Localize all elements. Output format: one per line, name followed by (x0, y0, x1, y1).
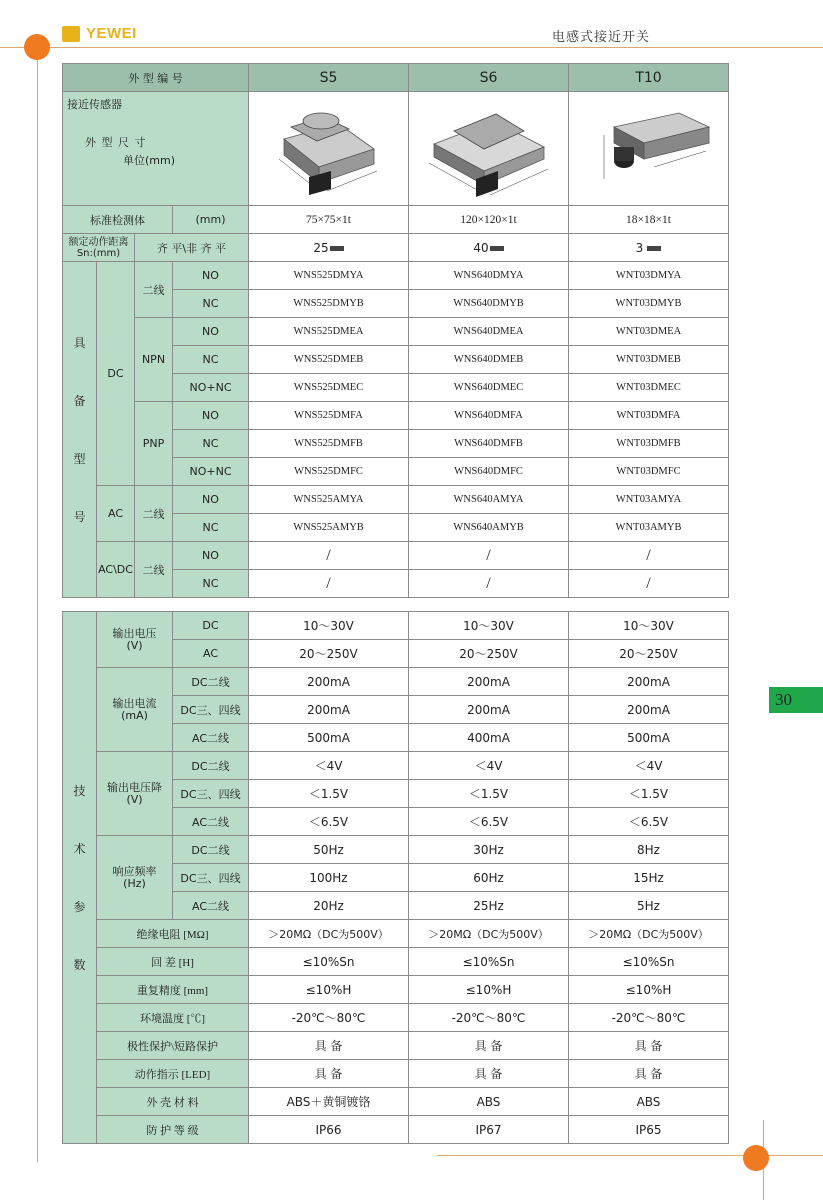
output-type: NC (173, 514, 249, 542)
flush-mount-icon (330, 246, 344, 251)
dist-number: 25 (313, 240, 329, 255)
dist-value-s6 (409, 234, 569, 262)
model-s6: / (409, 542, 569, 570)
brand-logo-icon (62, 26, 80, 42)
drop-sub: DC三、四线 (173, 780, 249, 808)
freq-sub: AC二线 (173, 892, 249, 920)
misc-label: 回 差 [H] (97, 948, 249, 976)
side-char: 参 (73, 899, 86, 914)
current-sub: DC三、四线 (173, 696, 249, 724)
model-s6: WNS640DMFB (409, 430, 569, 458)
model-s5: WNS525DMYB (249, 290, 409, 318)
voltage-label: 输出电压 (112, 626, 157, 640)
freq-s6: 30Hz (409, 836, 569, 864)
model-s5: WNS525DMEB (249, 346, 409, 374)
side-char: 术 (73, 841, 86, 856)
freq-s5: 100Hz (249, 864, 409, 892)
misc-s5: 具 备 (249, 1032, 409, 1060)
s5-dimension-drawing (249, 92, 409, 206)
model-t10: WNT03DMFB (569, 430, 729, 458)
left-margin-line (37, 47, 38, 1162)
drop-label: 输出电压降 (107, 780, 162, 794)
model-s6: WNS640DMEC (409, 374, 569, 402)
freq-t10: 15Hz (569, 864, 729, 892)
model-s5: WNS525AMYA (249, 486, 409, 514)
tech-table (62, 611, 729, 1144)
s5-sensor-icon (269, 99, 389, 199)
drop-t10: ＜1.5V (569, 780, 729, 808)
output-type: NC (173, 290, 249, 318)
brand-logo-text: YEWEI (86, 25, 137, 42)
voltage-unit: (V) (126, 638, 143, 652)
dims-label: 外 型 尺 寸 (85, 136, 147, 149)
output-type: NO (173, 486, 249, 514)
misc-s6: 具 备 (409, 1032, 569, 1060)
drop-label-cell (97, 752, 173, 836)
side-char: 数 (73, 957, 86, 972)
misc-t10: 具 备 (569, 1060, 729, 1088)
ac-two-wire-label: 二线 (135, 486, 173, 542)
current-unit: (mA) (121, 708, 148, 722)
current-s6: 400mA (409, 724, 569, 752)
voltage-s5: 20～250V (249, 640, 409, 668)
current-s5: 200mA (249, 668, 409, 696)
model-t10: WNT03DMFC (569, 458, 729, 486)
output-type: NO+NC (173, 374, 249, 402)
dist-unit: Sn:(mm) (76, 247, 121, 259)
model-s5: WNS525DMEA (249, 318, 409, 346)
model-t10: WNT03DMEC (569, 374, 729, 402)
output-type: NC (173, 570, 249, 598)
current-t10: 200mA (569, 696, 729, 724)
flush-mount-icon (647, 246, 661, 251)
s6-dimension-drawing (409, 92, 569, 206)
dc-label: DC (97, 262, 135, 486)
freq-s6: 60Hz (409, 864, 569, 892)
output-type: NO+NC (173, 458, 249, 486)
model-s6: WNS640DMFA (409, 402, 569, 430)
std-value-t10: 18×18×1t (569, 206, 729, 234)
s6-sensor-icon (424, 99, 554, 199)
misc-s6: ABS (409, 1088, 569, 1116)
model-s6: WNS640DMYB (409, 290, 569, 318)
dist-value-s5 (249, 234, 409, 262)
current-sub: DC二线 (173, 668, 249, 696)
model-s6: WNS640DMFC (409, 458, 569, 486)
freq-label: 响应频率 (112, 864, 157, 878)
freq-s5: 20Hz (249, 892, 409, 920)
model-t10: WNT03DMYA (569, 262, 729, 290)
misc-s6: -20℃～80℃ (409, 1004, 569, 1032)
misc-s5: ＞20MΩ（DC为500V） (249, 920, 409, 948)
output-type: NO (173, 318, 249, 346)
model-s5: WNS525DMFC (249, 458, 409, 486)
misc-s5: -20℃～80℃ (249, 1004, 409, 1032)
misc-label: 极性保护\短路保护 (97, 1032, 249, 1060)
model-t10: WNT03DMFA (569, 402, 729, 430)
voltage-sub: AC (173, 640, 249, 668)
misc-label: 动作指示 [LED] (97, 1060, 249, 1088)
output-type: NO (173, 542, 249, 570)
misc-s6: ≤10%H (409, 976, 569, 1004)
current-s5: 200mA (249, 696, 409, 724)
dims-title: 接近传感器 (67, 98, 122, 111)
dc-two-wire-label: 二线 (135, 262, 173, 318)
model-s6: WNS640AMYB (409, 514, 569, 542)
misc-label: 防 护 等 级 (97, 1116, 249, 1144)
current-t10: 200mA (569, 668, 729, 696)
freq-t10: 5Hz (569, 892, 729, 920)
drop-s6: ＜6.5V (409, 808, 569, 836)
model-t10: WNT03DMEB (569, 346, 729, 374)
col-header-s5: S5 (249, 64, 409, 92)
voltage-t10: 20～250V (569, 640, 729, 668)
output-type: NC (173, 430, 249, 458)
col-header-t10: T10 (569, 64, 729, 92)
drop-unit: (V) (126, 792, 143, 806)
header-dot (24, 34, 50, 60)
std-label: 标准检测体 (63, 206, 173, 234)
drop-s6: ＜4V (409, 752, 569, 780)
output-type: NC (173, 346, 249, 374)
misc-s5: ≤10%Sn (249, 948, 409, 976)
acdc-label: AC\DC (97, 542, 135, 598)
model-s5: WNS525AMYB (249, 514, 409, 542)
misc-s5: IP66 (249, 1116, 409, 1144)
freq-sub: DC三、四线 (173, 864, 249, 892)
header-rule (0, 47, 823, 48)
freq-label-cell (97, 836, 173, 920)
misc-s6: IP67 (409, 1116, 569, 1144)
misc-label: 重复精度 [mm] (97, 976, 249, 1004)
drop-sub: AC二线 (173, 808, 249, 836)
model-s5: / (249, 570, 409, 598)
dist-sub: 齐 平\非 齐 平 (135, 234, 249, 262)
misc-t10: -20℃～80℃ (569, 1004, 729, 1032)
model-s6: WNS640AMYA (409, 486, 569, 514)
flush-mount-icon (490, 246, 504, 251)
misc-s6: ＞20MΩ（DC为500V） (409, 920, 569, 948)
dist-label-cell (63, 234, 135, 262)
current-label: 输出电流 (112, 696, 157, 710)
freq-sub: DC二线 (173, 836, 249, 864)
current-s5: 500mA (249, 724, 409, 752)
drop-s5: ＜6.5V (249, 808, 409, 836)
model-s5: WNS525DMYA (249, 262, 409, 290)
std-value-s6: 120×120×1t (409, 206, 569, 234)
dims-unit: 单位(mm) (123, 154, 176, 167)
output-type: NO (173, 262, 249, 290)
voltage-label-cell (97, 612, 173, 668)
misc-label: 外 壳 材 料 (97, 1088, 249, 1116)
freq-s5: 50Hz (249, 836, 409, 864)
page-title: 电感式接近开关 (552, 30, 651, 45)
voltage-s6: 20～250V (409, 640, 569, 668)
current-s6: 200mA (409, 668, 569, 696)
misc-label: 环境温度 [℃] (97, 1004, 249, 1032)
misc-t10: ≤10%H (569, 976, 729, 1004)
misc-s5: ABS＋黄铜镀铬 (249, 1088, 409, 1116)
model-s6: WNS640DMEA (409, 318, 569, 346)
model-s6: WNS640DMEB (409, 346, 569, 374)
model-t10: WNT03DMEA (569, 318, 729, 346)
t10-sensor-icon (584, 99, 714, 199)
model-s6: WNS640DMYA (409, 262, 569, 290)
header-label: 外 型 编 号 (63, 64, 249, 92)
dist-number: 40 (473, 240, 489, 255)
dims-label-cell (63, 92, 249, 206)
voltage-s6: 10～30V (409, 612, 569, 640)
pnp-label: PNP (135, 402, 173, 486)
model-t10: WNT03AMYA (569, 486, 729, 514)
drop-s6: ＜1.5V (409, 780, 569, 808)
acdc-two-wire-label: 二线 (135, 542, 173, 598)
dist-number: 3 (635, 240, 644, 255)
misc-s6: ≤10%Sn (409, 948, 569, 976)
dist-label: 额定动作距离 (68, 236, 129, 248)
voltage-t10: 10～30V (569, 612, 729, 640)
drop-sub: DC二线 (173, 752, 249, 780)
current-label-cell (97, 668, 173, 752)
t10-dimension-drawing (569, 92, 729, 206)
misc-s5: ≤10%H (249, 976, 409, 1004)
col-header-s6: S6 (409, 64, 569, 92)
side-label-tech (63, 612, 97, 1144)
misc-s5: 具 备 (249, 1060, 409, 1088)
drop-t10: ＜4V (569, 752, 729, 780)
side-label-models (63, 262, 97, 598)
ac-label: AC (97, 486, 135, 542)
misc-s6: 具 备 (409, 1060, 569, 1088)
model-s6: / (409, 570, 569, 598)
misc-t10: IP65 (569, 1116, 729, 1144)
footer-dot (743, 1145, 769, 1171)
side-char: 具 (73, 335, 86, 350)
model-s5: WNS525DMFB (249, 430, 409, 458)
model-t10: WNT03AMYB (569, 514, 729, 542)
std-unit: (mm) (173, 206, 249, 234)
page-number: 30 (769, 687, 823, 713)
model-s5: WNS525DMEC (249, 374, 409, 402)
voltage-s5: 10～30V (249, 612, 409, 640)
drop-t10: ＜6.5V (569, 808, 729, 836)
side-char: 技 (73, 783, 86, 798)
current-t10: 500mA (569, 724, 729, 752)
misc-label: 绝缘电阻 [MΩ] (97, 920, 249, 948)
side-char: 型 (73, 451, 86, 466)
output-type: NO (173, 402, 249, 430)
model-t10: WNT03DMYB (569, 290, 729, 318)
model-s5: / (249, 542, 409, 570)
voltage-sub: DC (173, 612, 249, 640)
misc-t10: ABS (569, 1088, 729, 1116)
current-sub: AC二线 (173, 724, 249, 752)
model-t10: / (569, 542, 729, 570)
model-s5: WNS525DMFA (249, 402, 409, 430)
freq-t10: 8Hz (569, 836, 729, 864)
misc-t10: ＞20MΩ（DC为500V） (569, 920, 729, 948)
current-s6: 200mA (409, 696, 569, 724)
dist-value-t10 (569, 234, 729, 262)
freq-s6: 25Hz (409, 892, 569, 920)
misc-t10: ≤10%Sn (569, 948, 729, 976)
std-value-s5: 75×75×1t (249, 206, 409, 234)
drop-s5: ＜1.5V (249, 780, 409, 808)
side-char: 号 (73, 509, 86, 524)
side-char: 备 (73, 393, 86, 408)
model-t10: / (569, 570, 729, 598)
npn-label: NPN (135, 318, 173, 402)
drop-s5: ＜4V (249, 752, 409, 780)
freq-unit: (Hz) (123, 876, 146, 890)
models-table (62, 63, 729, 598)
misc-t10: 具 备 (569, 1032, 729, 1060)
